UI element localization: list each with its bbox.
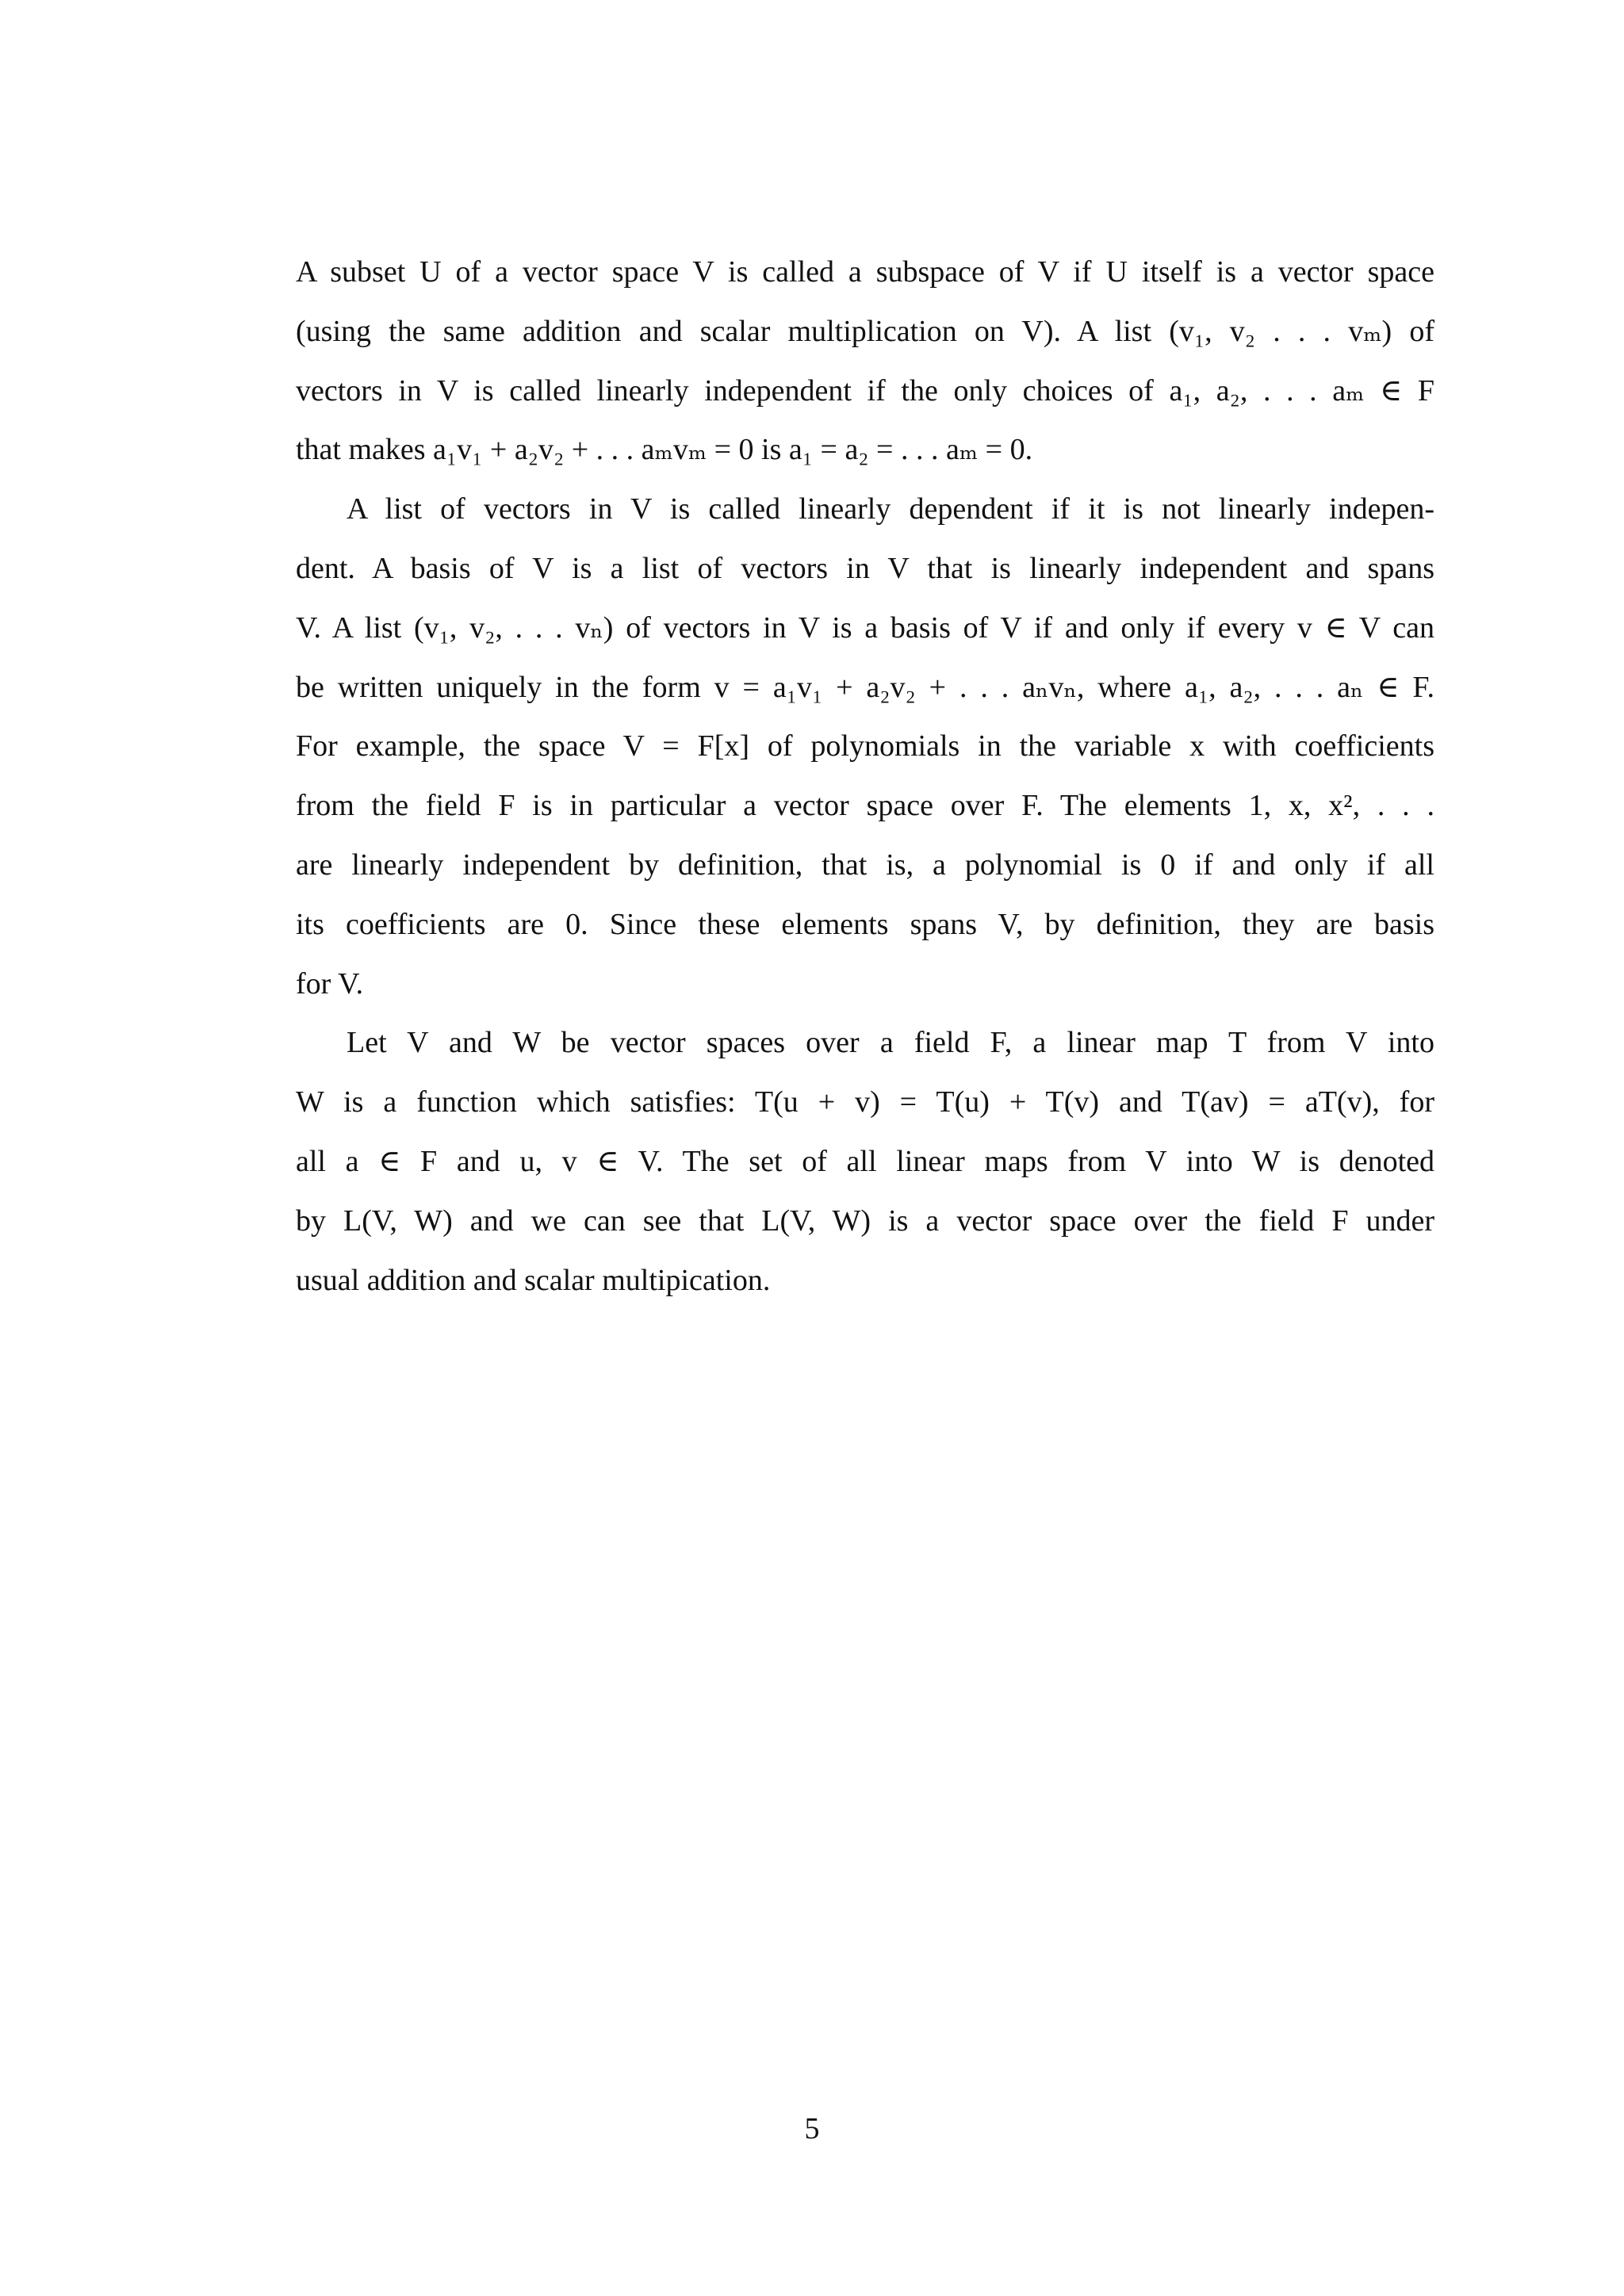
text-line: all a ∈ F and u, v ∈ V. The set of all linear maps from V into W is denoted (296, 1144, 1434, 1178)
page-number: 5 (804, 2112, 820, 2145)
text-line: that makes a₁v₁ + a₂v₂ + . . . aₘvₘ = 0 is a₁ = a₂ = . . . aₘ = 0. (296, 433, 1033, 467)
paragraph-linear-map-definition (296, 1013, 1434, 1310)
text-line: from the field F is in particular a vector space over F. The elements 1, x, x², . . . (296, 789, 1434, 823)
text-line: by L(V, W) and we can see that L(V, W) is a vector space over the field F under (296, 1203, 1434, 1238)
paragraph-basis-definition (296, 480, 1434, 1013)
text-line: A subset U of a vector space V is called a subspace of V if U itself is a vector space (296, 255, 1434, 289)
text-line: for V. (296, 966, 364, 1001)
text-line: dent. A basis of V is a list of vectors in V that is linearly independent and spans (296, 551, 1434, 585)
text-line: are linearly independent by definition, that is, a polynomial is 0 if and only if all (296, 848, 1434, 882)
body-text (296, 243, 1434, 1310)
text-line: For example, the space V = F[x] of polynomials in the variable x with coefficients (296, 729, 1434, 763)
paragraph-subspace-definition (296, 243, 1434, 480)
text-line: A list of vectors in V is called linearly dependent if it is not linearly indepen- (347, 492, 1434, 526)
text-line: be written uniquely in the form v = a₁v₁ + a₂v₂ + . . . aₙvₙ, where a₁, a₂, . . . aₙ ∈ F. (296, 670, 1434, 704)
text-line: W is a function which satisfies: T(u + v) = T(u) + T(v) and T(av) = aT(v), for (296, 1085, 1434, 1119)
text-line: its coefficients are 0. Since these elements spans V, by definition, they are basis (296, 907, 1434, 941)
text-line: (using the same addition and scalar multiplication on V). A list (v₁, v₂ . . . vₘ) of (296, 314, 1434, 348)
text-line: Let V and W be vector spaces over a field F, a linear map T from V into (347, 1026, 1434, 1060)
text-line: usual addition and scalar multipication. (296, 1263, 771, 1297)
text-line: V. A list (v₁, v₂, . . . vₙ) of vectors in V is a basis of V if and only if every v ∈ V can (296, 610, 1434, 645)
text-line: vectors in V is called linearly independent if the only choices of a₁, a₂, . . . aₘ ∈ F (296, 373, 1434, 408)
